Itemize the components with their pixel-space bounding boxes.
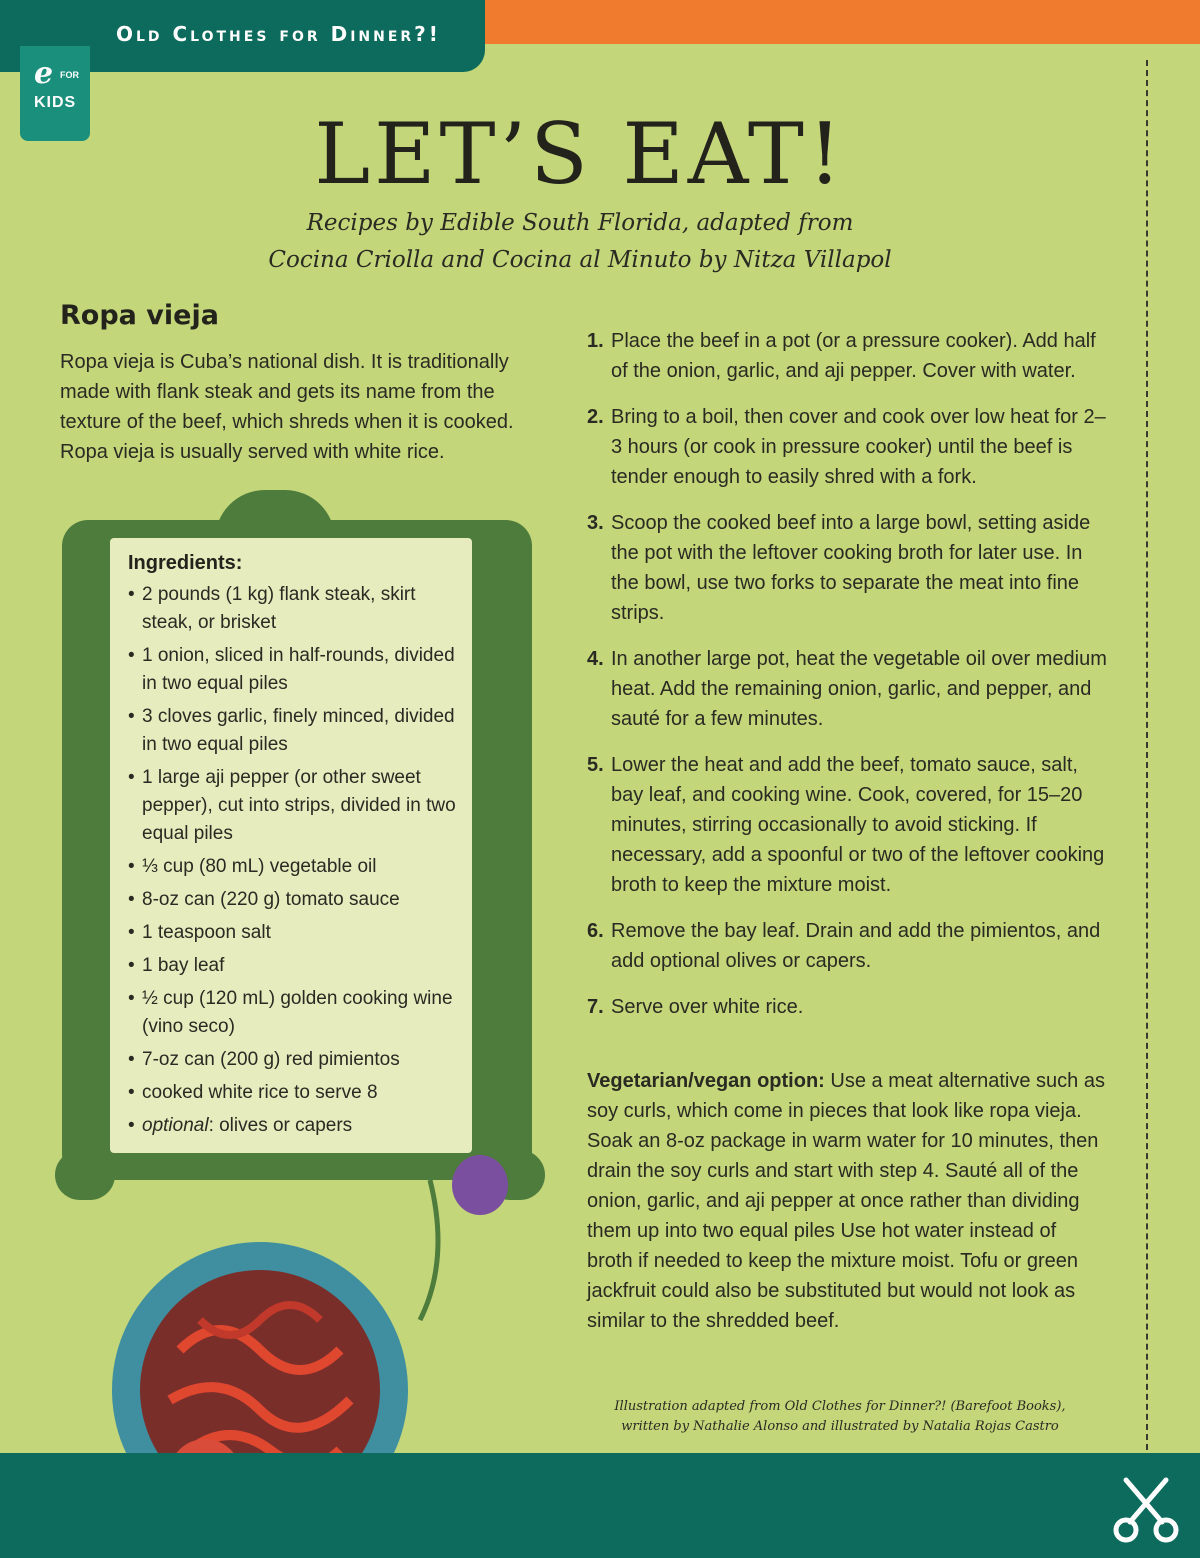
ingredient-item: • 1 bay leaf <box>128 952 460 980</box>
vegetarian-option <box>587 1066 1107 1336</box>
logo-kids: KIDS <box>34 94 77 111</box>
credit-line-2: written by Nathalie Alonso and illustrated by Natalia Rojas Castro <box>621 1419 1059 1434</box>
steps-list <box>587 326 1107 1038</box>
step-item <box>587 402 1107 492</box>
ingredients-heading: Ingredients: <box>128 552 243 574</box>
step-text: Lower the heat and add the beef, tomato sauce, salt, bay leaf, and cooking wine. Cook, covered, for 15–20 minutes, stirring occasionally to avoid sticking. If necessary, add a spoonful or two of the leftover cooking broth to keep the mixture moist. <box>611 754 1105 896</box>
step-number: 1. <box>587 330 604 352</box>
step-number: 3. <box>587 512 604 534</box>
step-item <box>587 750 1107 900</box>
step-number: 2. <box>587 406 604 428</box>
ingredient-item: • 7-oz can (200 g) red pimientos <box>128 1046 460 1074</box>
recipe-intro: Ropa vieja is Cuba’s national dish. It is traditionally made with flank steak and gets its name from the texture of the beef, which shreds when it is cooked. Ropa vieja is usually served with white rice. <box>60 351 514 463</box>
subtitle-line-2: Cocina Criolla and Cocina al Minuto by Nitza Villapol <box>268 247 892 273</box>
step-item <box>587 326 1107 386</box>
ingredient-item: • ⅓ cup (80 mL) vegetable oil <box>128 853 460 881</box>
ingredient-item: • 8-oz can (220 g) tomato sauce <box>128 886 460 914</box>
step-number: 6. <box>587 920 604 942</box>
step-text: Bring to a boil, then cover and cook over low heat for 2–3 hours (or cook in pressure cooker) until the beef is tender enough to easily shred with a fork. <box>611 406 1106 488</box>
step-item <box>587 916 1107 976</box>
step-text: In another large pot, heat the vegetable oil over medium heat. Add the remaining onion, garlic, and pepper, and sauté for a few minutes. <box>611 648 1107 730</box>
ingredient-item: • 3 cloves garlic, finely minced, divided in two equal piles <box>128 703 460 759</box>
step-text: Serve over white rice. <box>611 996 804 1018</box>
vegetarian-text: Use a meat alternative such as soy curls, which come in pieces that look like ropa vieja. Soak an 8-oz package in warm water for 10 minutes, then drain the soy curls and start with step 4. Sauté all of the onion, garlic, and aji pepper at once rather than dividing them up into two equal piles Use hot water instead of broth if needed to keep the mixture moist. Tofu or green jackfruit could also be substituted but would not look as similar to the shredded beef. <box>587 1070 1105 1332</box>
recipe-name: Ropa vieja <box>60 300 219 331</box>
step-text: Scoop the cooked beef into a large bowl, setting aside the pot with the leftover cooking broth for later use. In the bowl, use two forks to separate the meat into fine strips. <box>611 512 1091 624</box>
step-number: 7. <box>587 996 604 1018</box>
series-title: Old Clothes for Dinner?! <box>116 22 441 46</box>
ingredient-item: • 1 large aji pepper (or other sweet pepper), cut into strips, divided in two equal piles <box>128 764 460 848</box>
cut-dashed-line <box>1146 60 1148 1450</box>
illustration-credit <box>560 1397 1120 1437</box>
subtitle-line-1: Recipes by Edible South Florida, adapted from <box>306 210 854 236</box>
ingredient-item: • 1 onion, sliced in half-rounds, divided in two equal piles <box>128 642 460 698</box>
ingredients-list <box>128 581 472 1140</box>
ingredient-item: • 1 teaspoon salt <box>128 919 460 947</box>
optional-text: : olives or capers <box>208 1115 353 1136</box>
ingredient-item-optional <box>128 1112 460 1140</box>
ingredients-card <box>110 538 472 1153</box>
optional-label: optional <box>142 1115 209 1136</box>
scissors-icon <box>1110 1472 1182 1544</box>
page-title: LET’S EAT! <box>314 105 846 203</box>
ingredient-item: • cooked white rice to serve 8 <box>128 1079 460 1107</box>
footer-band <box>0 1453 1200 1558</box>
step-number: 5. <box>587 754 604 776</box>
step-number: 4. <box>587 648 604 670</box>
vegetarian-label: Vegetarian/vegan option: <box>587 1070 825 1092</box>
step-item <box>587 644 1107 734</box>
step-text: Place the beef in a pot (or a pressure cooker). Add half of the onion, garlic, and aji pepper. Cover with water. <box>611 330 1096 382</box>
logo-letter: e <box>34 56 54 91</box>
step-text: Remove the bay leaf. Drain and add the pimientos, and add optional olives or capers. <box>611 920 1101 972</box>
ingredient-item: • ½ cup (120 mL) golden cooking wine (vino seco) <box>128 985 460 1041</box>
logo-for: FOR <box>60 70 79 80</box>
step-item <box>587 508 1107 628</box>
ingredient-item: • 2 pounds (1 kg) flank steak, skirt steak, or brisket <box>128 581 460 637</box>
step-item <box>587 992 1107 1022</box>
page-subtitle <box>180 205 980 279</box>
credit-line-1: Illustration adapted from Old Clothes for Dinner?! (Barefoot Books), <box>614 1399 1066 1414</box>
